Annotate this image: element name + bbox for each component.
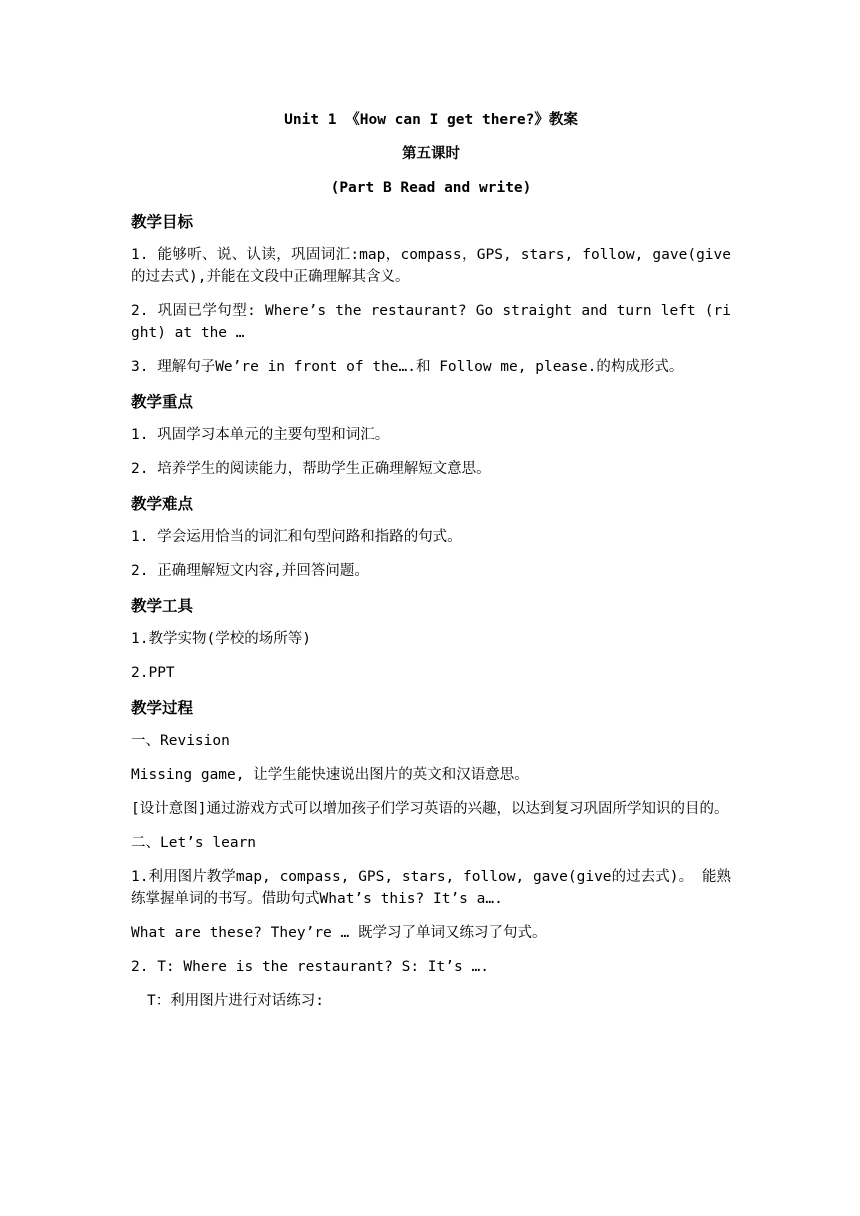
difficulty-item: 1. 学会运用恰当的词汇和句型问路和指路的句式。 (131, 529, 462, 545)
document-body (131, 108, 731, 1024)
difficulties-section (131, 492, 731, 582)
key-points-heading: 教学重点 (131, 393, 194, 411)
process-step: 一、Revision (131, 733, 230, 749)
difficulty-item: 2. 正确理解短文内容,并回答问题。 (131, 563, 369, 579)
tools-section (131, 594, 731, 684)
objectives-section (131, 210, 731, 378)
tool-item: 1.教学实物(学校的场所等) (131, 631, 311, 647)
objective-item: 2. 巩固已学句型: Where’s the restaurant? Go straight and turn left (right) at the … (131, 303, 731, 341)
objective-item: 3. 理解句子We’re in front of the….和 Follow me, please.的构成形式。 (131, 359, 684, 375)
process-step: 2. T: Where is the restaurant? S: It’s …. (131, 959, 489, 975)
document-title: Unit 1 《How can I get there?》教案 (284, 112, 578, 128)
key-point-item: 2. 培养学生的阅读能力，帮助学生正确理解短文意思。 (131, 461, 491, 477)
lesson-part: (Part B Read and write) (330, 180, 532, 196)
difficulties-heading: 教学难点 (131, 495, 194, 513)
tools-heading: 教学工具 (131, 597, 194, 615)
objective-item: 1. 能够听、说、认读，巩固词汇:map，compass，GPS, stars, follow, gave(give的过去式),并能在文段中正确理解其含义。 (131, 247, 731, 285)
process-step: 1.利用图片教学map, compass, GPS, stars, follow, gave(give的过去式)。 能熟练掌握单词的书写。借助句式What’s this? It’s a…. (131, 869, 731, 907)
lesson-number: 第五课时 (402, 146, 460, 162)
key-points-section (131, 390, 731, 480)
key-point-item: 1. 巩固学习本单元的主要句型和词汇。 (131, 427, 390, 443)
tool-item: 2.PPT (131, 665, 175, 681)
process-section (131, 696, 731, 1012)
objectives-heading: 教学目标 (131, 213, 194, 231)
design-intent-note: [设计意图]通过游戏方式可以增加孩子们学习英语的兴趣，以达到复习巩固所学知识的目的。 (131, 801, 729, 817)
process-step: Missing game, 让学生能快速说出图片的英文和汉语意思。 (131, 767, 529, 783)
process-step: T：利用图片进行对话练习: (147, 993, 324, 1009)
process-step: 二、Let’s learn (131, 835, 257, 851)
process-heading: 教学过程 (131, 699, 194, 717)
process-step: What are these? They’re … 既学习了单词又练习了句式。 (131, 925, 547, 941)
